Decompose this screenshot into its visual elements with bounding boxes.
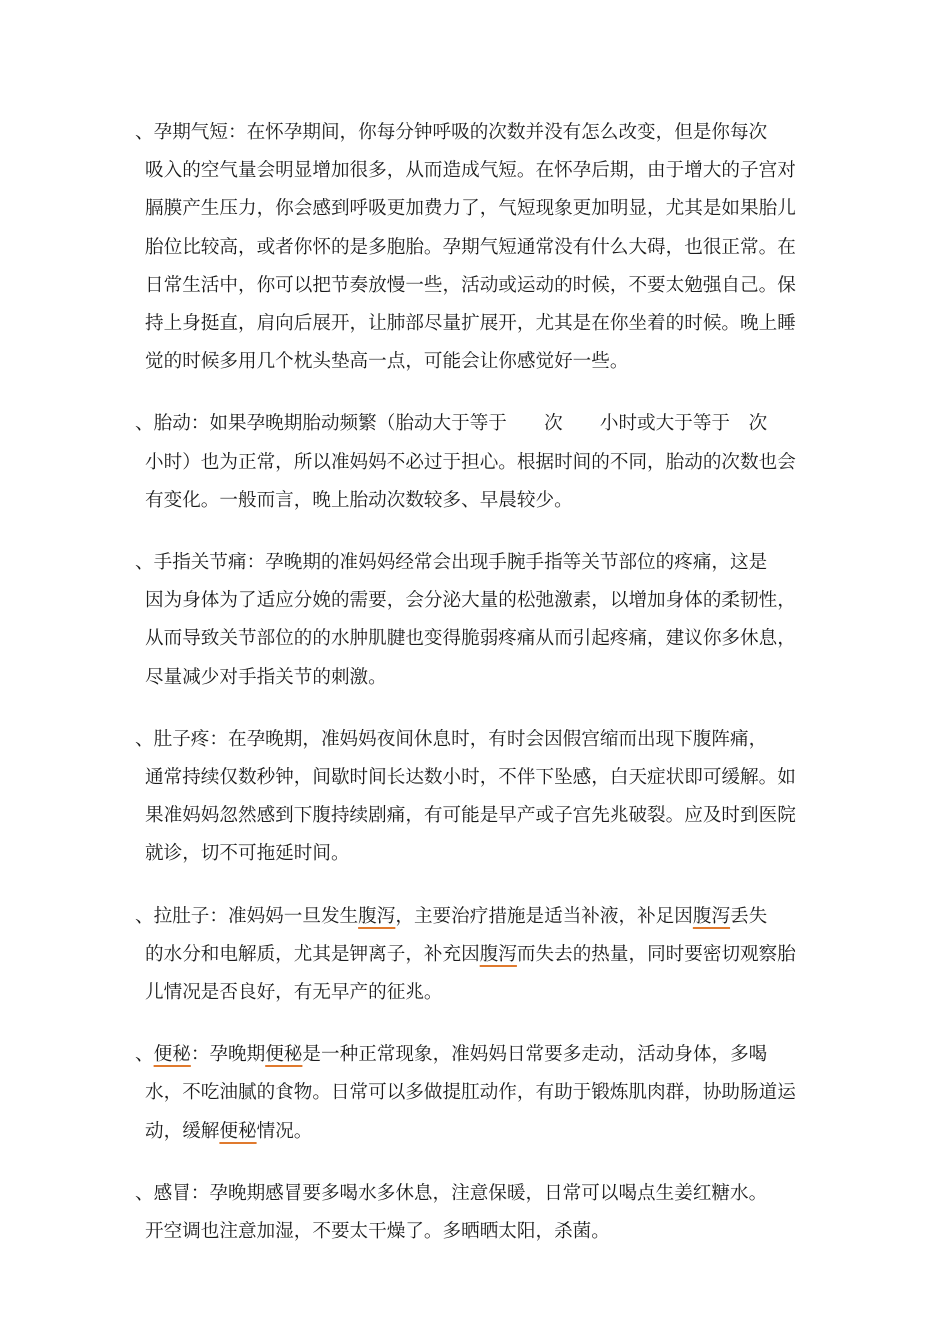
text-line: 、胎动：如果孕晚期胎动频繁（胎动大于等于 次 小时或大于等于 次 [135, 413, 768, 435]
text-line: 从而导致关节部位的的水肿肌腱也变得脆弱疼痛从而引起疼痛，建议你多休息， [145, 628, 796, 650]
paragraph-fetal-movement [135, 405, 810, 520]
text-run: 的水分和电解质，尤其是钾离子，补充因 [145, 943, 480, 965]
text-line: 尽量减少对手指关节的刺激。 [145, 666, 387, 688]
text-run: 丢失 [730, 905, 768, 927]
underlined-term: 便秘 [153, 1044, 191, 1066]
text-line: 、感冒：孕晚期感冒要多喝水多休息，注意保暖，日常可以喝点生姜红糖水。 [135, 1182, 768, 1204]
paragraph-shortness-of-breath [135, 114, 810, 381]
text-run: ：孕晚期 [190, 1044, 266, 1066]
paragraph-abdominal-pain [135, 721, 810, 874]
text-line [145, 936, 810, 974]
underlined-term: 腹泻 [358, 905, 396, 927]
text-run: 、 [135, 1044, 154, 1066]
document-body [135, 114, 810, 1275]
text-line: 膈膜产生压力，你会感到呼吸更加费力了，气短现象更加明显，尤其是如果胎儿 [145, 198, 796, 220]
text-line: 持上身挺直，肩向后展开，让肺部尽量扩展开，尤其是在你坐着的时候。晚上睡 [145, 313, 796, 335]
text-line [135, 898, 810, 936]
text-line: 、肚子疼：在孕晚期，准妈妈夜间休息时，有时会因假宫缩而出现下腹阵痛， [135, 728, 768, 750]
text-run: 情况。 [256, 1120, 313, 1142]
text-line: 有变化。一般而言，晚上胎动次数较多、早晨较少。 [145, 489, 573, 511]
text-line: 开空调也注意加湿，不要太干燥了。多晒晒太阳，杀菌。 [145, 1221, 610, 1243]
text-line: 、手指关节痛：孕晚期的准妈妈经常会出现手腕手指等关节部位的疼痛，这是 [135, 552, 768, 574]
text-line: 日常生活中，你可以把节奏放慢一些，活动或运动的时候，不要太勉强自己。保 [145, 274, 796, 296]
paragraph-constipation [135, 1036, 810, 1151]
text-run: ，主要治疗措施是适当补液，补足因 [395, 905, 693, 927]
text-line: 水，不吃油腻的食物。日常可以多做提肛动作，有助于锻炼肌肉群，协助肠道运 [145, 1082, 796, 1104]
underlined-term: 便秘 [219, 1120, 257, 1142]
text-line: 小时）也为正常，所以准妈妈不必过于担心。根据时间的不同，胎动的次数也会 [145, 451, 796, 473]
underlined-term: 便秘 [265, 1044, 303, 1066]
text-line: 通常持续仅数秒钟，间歇时间长达数小时，不伴下坠感，白天症状即可缓解。如 [145, 767, 796, 789]
text-run: 、拉肚子：准妈妈一旦发生 [135, 905, 359, 927]
underlined-term: 腹泻 [692, 905, 731, 927]
text-line: 吸入的空气量会明显增加很多，从而造成气短。在怀孕后期，由于增大的子宫对 [145, 160, 796, 182]
text-line: 果准妈妈忽然感到下腹持续剧痛，有可能是早产或子宫先兆破裂。应及时到医院 [145, 805, 796, 827]
text-line: 就诊，切不可拖延时间。 [145, 843, 350, 865]
underlined-term: 腹泻 [479, 943, 517, 965]
text-line: 胎位比较高，或者你怀的是多胞胎。孕期气短通常没有什么大碍，也很正常。在 [145, 236, 796, 258]
text-line: 、孕期气短：在怀孕期间，你每分钟呼吸的次数并没有怎么改变，但是你每次 [135, 122, 768, 143]
text-line [145, 1113, 810, 1151]
paragraph-diarrhea [135, 898, 810, 1013]
paragraph-finger-joint-pain [135, 544, 810, 697]
text-run: 动，缓解 [145, 1120, 220, 1142]
paragraph-cold [135, 1175, 810, 1251]
text-run: 是一种正常现象，准妈妈日常要多走动，活动身体，多喝 [302, 1044, 768, 1066]
text-line: 觉的时候多用几个枕头垫高一点，可能会让你感觉好一些。 [145, 351, 629, 373]
text-line: 儿情况是否良好，有无早产的征兆。 [145, 982, 443, 1004]
text-run: 而失去的热量，同时要密切观察胎 [516, 943, 796, 965]
text-line: 因为身体为了适应分娩的需要，会分泌大量的松弛激素，以增加身体的柔韧性， [145, 590, 796, 612]
text-line [135, 1036, 810, 1074]
